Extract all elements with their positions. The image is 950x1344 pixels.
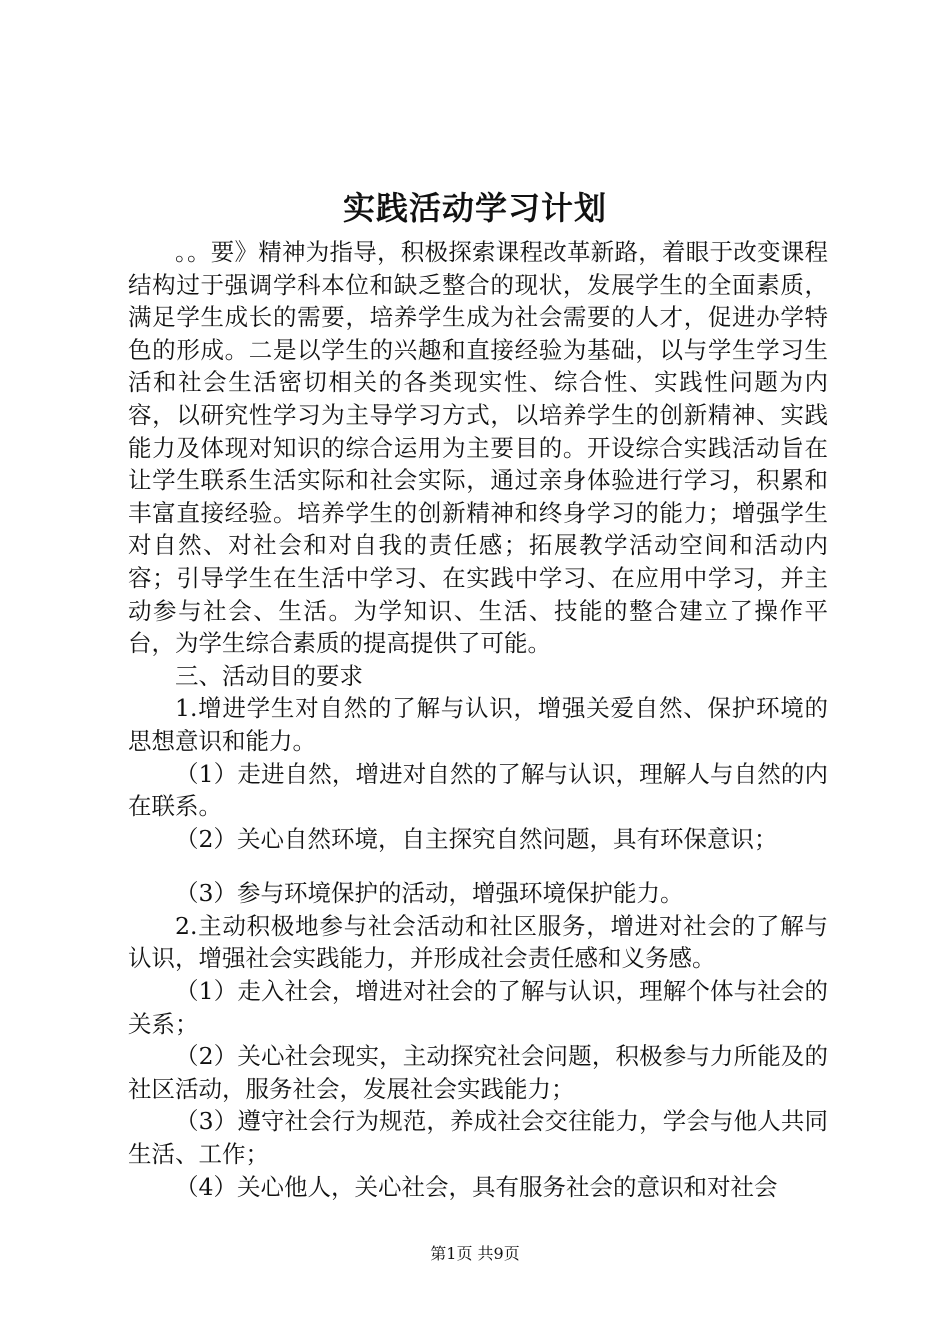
paragraph-intro: 。。要》精神为指导，积极探索课程改革新路，着眼于改变课程结构过于强调学科本位和缺乏整合的现状，发展学生的全面素质，满足学生成长的需要，培养学生成为社会需要的人才，促进办学特色的形成。二是以学生的兴趣和直接经验为基础，以与学生学习生活和社会生活密切相关的各类现实性、综合性、实践性问题为内容，以研究性学习为主导学习方式，以培养学生的创新精神、实践能力及体现对知识的综合运用为主要目的。开设综合实践活动旨在让学生联系生活实际和社会实际，通过亲身体验进行学习，积累和丰富直接经验。培养学生的创新精神和终身学习的能力；增强学生对自然、对社会和对自我的责任感；拓展教学活动空间和活动内容；引导学生在生活中学习、在实践中学习、在应用中学习，并主动参与社会、生活。为学知识、生活、技能的整合建立了操作平台，为学生综合素质的提高提供了可能。	[128, 238, 828, 658]
paragraph-goal-2-item-1: （1）走入社会，增进对社会的了解与认识，理解个体与社会的关系；	[128, 977, 828, 1038]
section-heading-goals: 三、活动目的要求	[175, 661, 363, 690]
paragraph-goal-2-item-2: （2）关心社会现实，主动探究社会问题，积极参与力所能及的社区活动，服务社会，发展社会实践能力；	[128, 1042, 828, 1103]
paragraph-goal-1: 1.增进学生对自然的了解与认识，增强关爱自然、保护环境的思想意识和能力。	[128, 694, 828, 755]
paragraph-goal-1-item-1: （1）走进自然，增进对自然的了解与认识，理解人与自然的内在联系。	[128, 759, 828, 821]
paragraph-goal-1-item-3: （3）参与环境保护的活动，增强环境保护能力。	[175, 879, 684, 908]
document-title: 实践活动学习计划	[342, 189, 607, 227]
paragraph-goal-2: 2.主动积极地参与社会活动和社区服务，增进对社会的了解与认识，增强社会实践能力，并形成社会责任感和义务感。	[128, 911, 828, 973]
paragraph-goal-2-item-3: （3）遵守社会行为规范，养成社会交往能力，学会与他人共同生活、工作；	[128, 1107, 828, 1169]
paragraph-goal-2-item-4: （4）关心他人，关心社会，具有服务社会的意识和对社会	[175, 1172, 778, 1201]
paragraph-goal-1-item-2: （2）关心自然环境，自主探究自然问题，具有环保意识；	[175, 824, 778, 853]
page-number: 第1页 共9页	[430, 1244, 520, 1263]
document-body	[128, 236, 828, 1203]
